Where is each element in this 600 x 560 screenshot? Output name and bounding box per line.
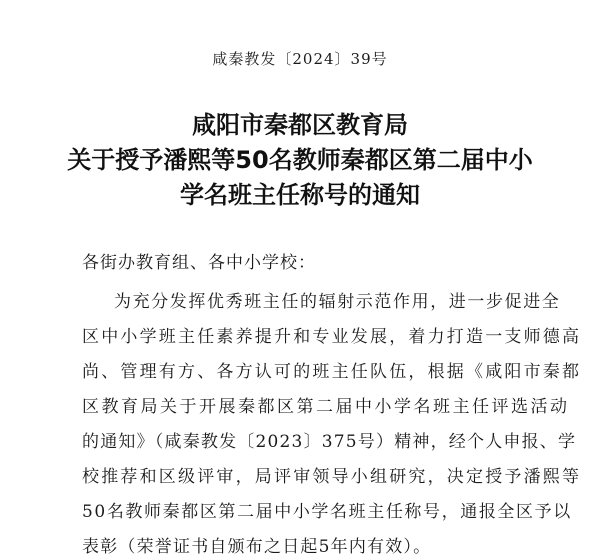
- body-line-4: 区教育局关于开展秦都区第二届中小学名班主任评选活动: [82, 397, 570, 417]
- title-line-3: 学名班主任称号的通知: [180, 181, 420, 209]
- document-number: 咸秦教发〔2024〕39号: [212, 50, 388, 68]
- body-line-3: 尚、管理有方、各方认可的班主任队伍，根据《咸阳市秦都: [82, 362, 582, 382]
- body-line-2: 区中小学班主任素养提升和专业发展，着力打造一支师德高: [82, 327, 582, 347]
- body-line-6: 校推荐和区级评审，局评审领导小组研究，决定授予潘熙等: [82, 467, 582, 487]
- addressee-line: 各街办教育组、各中小学校：: [82, 253, 316, 273]
- body-line-5: 的通知》（咸秦教发〔2023〕375号）精神，经个人申报、学: [82, 432, 577, 452]
- body-line-1: 为充分发挥优秀班主任的辐射示范作用，进一步促进全: [114, 292, 561, 312]
- body-line-7: 50名教师秦都区第二届中小学名班主任称号，通报全区予以: [82, 502, 572, 522]
- title-line-1: 咸阳市秦都区教育局: [192, 111, 408, 139]
- title-line-2: 关于授予潘熙等50名教师秦都区第二届中小: [67, 146, 533, 174]
- document-title: [0, 108, 600, 213]
- body-line-8: 表彰（荣誉证书自颁布之日起5年内有效）。: [82, 537, 432, 557]
